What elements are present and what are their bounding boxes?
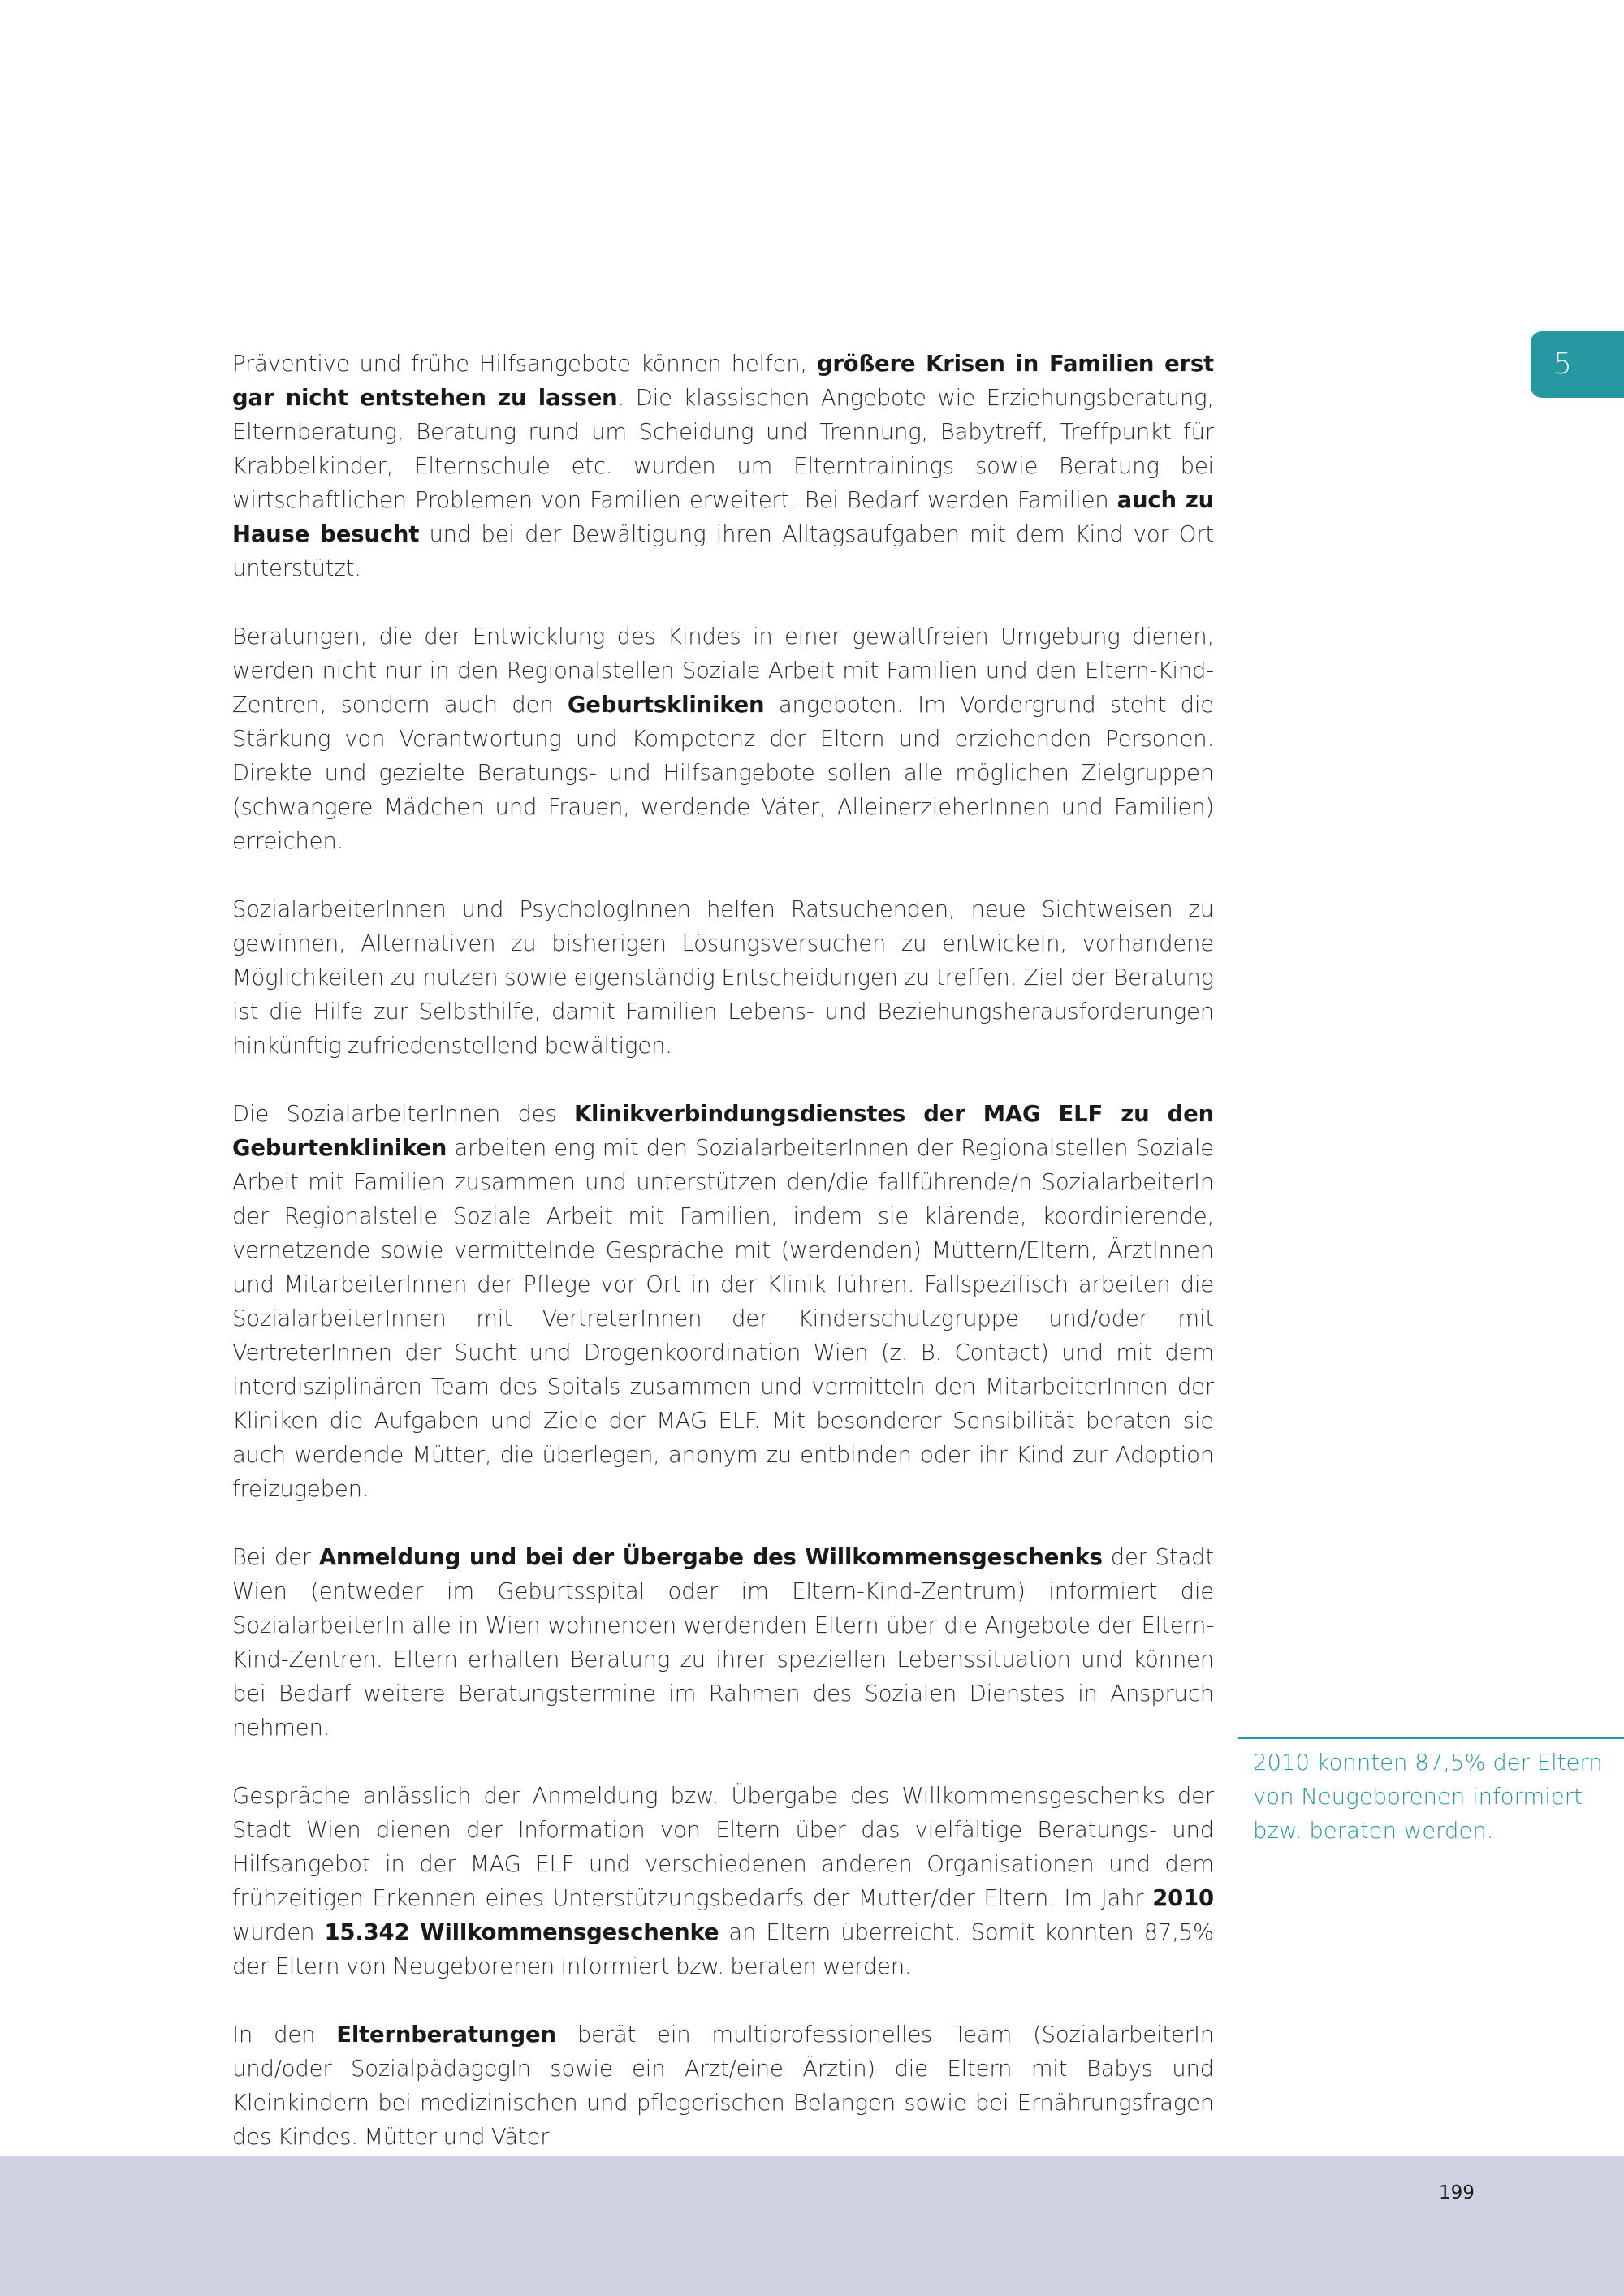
chapter-number-tab: 5 — [1531, 331, 1624, 398]
footer-band — [0, 2156, 1624, 2296]
paragraph-3: SozialarbeiterInnen und PsychologInnen helfen Ratsuchenden, neue Sichtweisen zu gewinnen, Alternativen zu bisherigen Lösungsversuchen zu entwickeln, vorhandene Möglichkeiten zu nutzen sowie eigenständig Entscheidungen zu treffen. Ziel der Beratung ist die Hilfe zur Selbsthilfe, damit Familien Lebens- und Beziehungsherausforderungen hinkünftig zufriedenstellend bewältigen. — [232, 896, 1214, 1059]
paragraph-6: Gespräche anlässlich der Anmeldung bzw. Übergabe des Willkommensgeschenks der Stadt Wien dienen der Information von Eltern über das vielfältige Beratungs- und Hilfsangebot in der MAG ELF und verschiedenen anderen Organisationen und dem frühzeitigen Erkennen eines Unterstützungsbedarfs der Mutter/der Eltern. Im Jahr 2010 wurden 15.342 Willkommensgeschenke an Eltern überreicht. Somit konnten 87,5% der Eltern von Neugeborenen informiert bzw. beraten werden. — [232, 1783, 1214, 1979]
paragraph-1: Präventive und frühe Hilfsangebote können helfen, größere Krisen in Familien erst gar nicht entstehen zu lassen. Die klassischen Angebote wie Erziehungsberatung, Elternberatung, Beratung rund um Scheidung und Trennung, Babytreff, Treffpunkt für Krabbelkinder, Elternschule etc. wurden um Elterntrainings sowie Beratung bei wirtschaftlichen Problemen von Familien erweitert. Bei Bedarf werden Familien auch zu Hause besucht und bei der Bewältigung ihren Alltagsaufgaben mit dem Kind vor Ort unterstützt. — [232, 351, 1214, 581]
body-text — [232, 347, 1214, 2188]
page-number: 199 — [1439, 2182, 1475, 2203]
paragraph-5: Bei der Anmeldung und bei der Übergabe des Willkommensgeschenks der Stadt Wien (entweder im Geburtsspital oder im Eltern-Kind-Zentrum) informiert die SozialarbeiterIn alle in Wien wohnenden werdenden Eltern über die Angebote der Eltern-Kind-Zentren. Eltern erhalten Beratung zu ihrer speziellen Lebenssituation und können bei Bedarf weitere Beratungstermine im Rahmen des Sozialen Dienstes in Anspruch nehmen. — [232, 1544, 1214, 1741]
paragraph-7: In den Elternberatungen berät ein multiprofessionelles Team (SozialarbeiterIn und/oder SozialpädagogIn sowie ein Arzt/eine Ärztin) die Eltern mit Babys und Kleinkindern bei medizinischen und pflegerischen Belangen sowie bei Ernährungsfragen des Kindes. Mütter und Väter — [232, 2022, 1214, 2150]
paragraph-2: Beratungen, die der Entwicklung des Kindes in einer gewaltfreien Umgebung dienen, werden nicht nur in den Regionalstellen Soziale Arbeit mit Familien und den Eltern-Kind-Zentren, sondern auch den Geburtskliniken angeboten. Im Vordergrund steht die Stärkung von Verantwortung und Kompetenz der Eltern und erziehenden Personen. Direkte und gezielte Beratungs- und Hilfsangebote sollen alle möglichen Zielgruppen (schwangere Mädchen und Frauen, werdende Väter, AlleinerzieherInnen und Familien) erreichen. — [232, 624, 1214, 854]
margin-note-divider — [1238, 1737, 1624, 1739]
margin-note: 2010 konnten 87,5% der Eltern von Neugeborenen informiert bzw. beraten werden. — [1253, 1750, 1603, 1844]
paragraph-4: Die SozialarbeiterInnen des Klinikverbindungsdienstes der MAG ELF zu den Geburtenkliniken arbeiten eng mit den SozialarbeiterInnen der Regionalstellen Soziale Arbeit mit Familien zusammen und unterstützen den/die fallführende/n SozialarbeiterIn der Regionalstelle Soziale Arbeit mit Familien, indem sie klärende, koordinierende, vernetzende sowie vermittelnde Gespräche mit (werdenden) Müttern/Eltern, ÄrztInnen und MitarbeiterInnen der Pflege vor Ort in der Klinik führen. Fallspezifisch arbeiten die SozialarbeiterInnen mit VertreterInnen der Kinderschutzgruppe und/oder mit VertreterInnen der Sucht und Drogenkoordination Wien (z. B. Contact) und mit dem interdisziplinären Team des Spitals zusammen und vermitteln den MitarbeiterInnen der Kliniken die Aufgaben und Ziele der MAG ELF. Mit besonderer Sensibilität beraten sie auch werdende Mütter, die überlegen, anonym zu entbinden oder ihr Kind zur Adoption freizugeben. — [232, 1101, 1214, 1502]
